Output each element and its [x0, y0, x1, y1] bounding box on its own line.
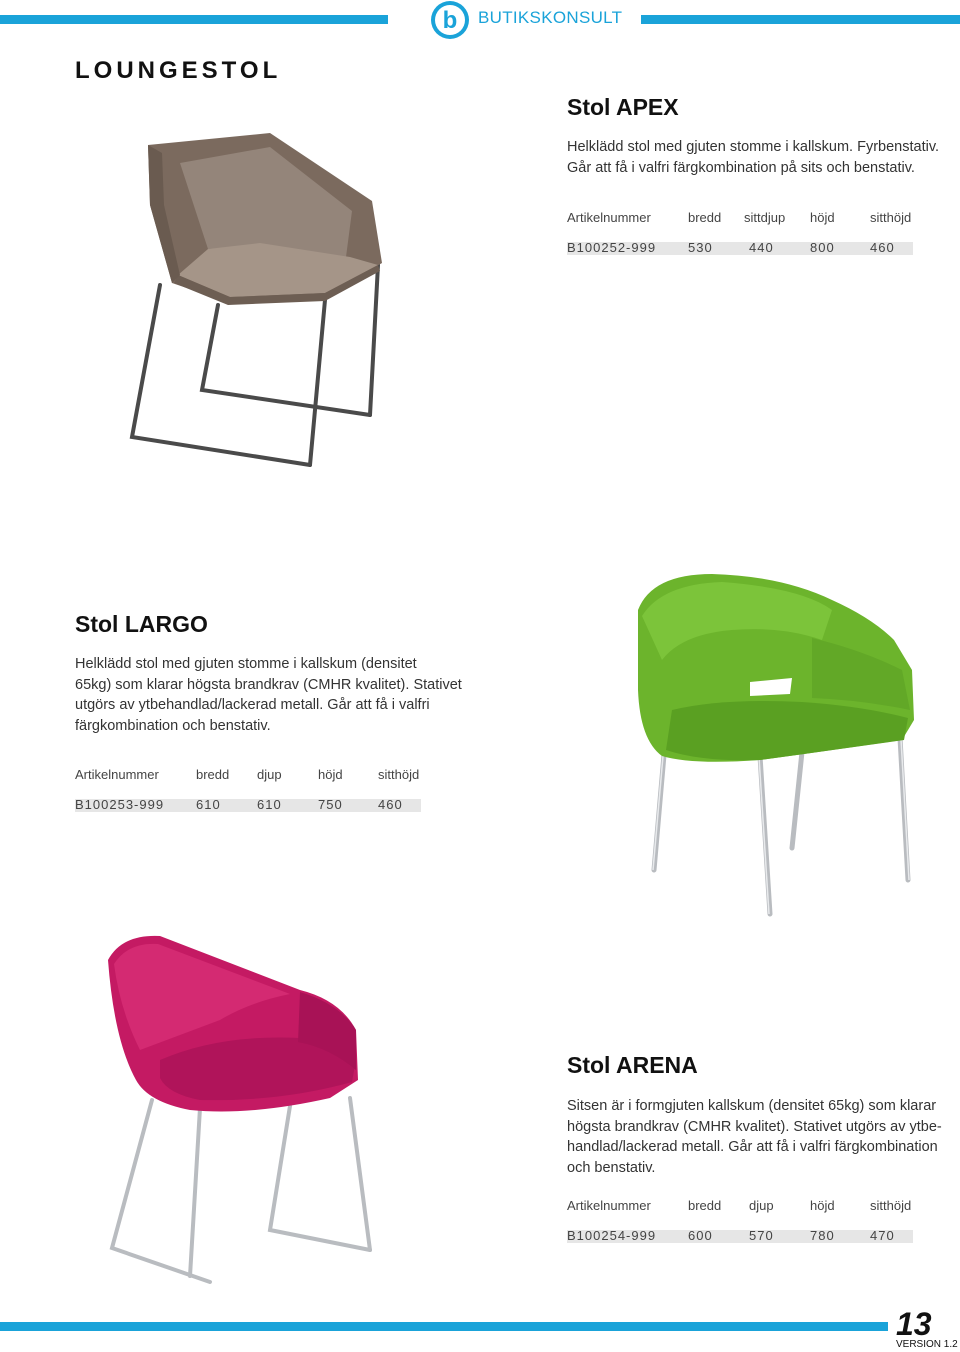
spec-header-row: [75, 767, 421, 787]
spec-header: sitthöjd: [870, 1198, 912, 1213]
spec-value: 610: [257, 797, 282, 812]
green-armchair-image: [632, 570, 922, 920]
spec-value: 470: [870, 1228, 895, 1243]
spec-value: 780: [810, 1228, 835, 1243]
desc-line: Sitsen är i formgjuten kallskum (densitet 65kg) som klarar: [567, 1098, 937, 1114]
brand-name: BUTIKSKONSULT: [478, 8, 623, 27]
spec-header: sitthöjd: [870, 210, 912, 225]
desc-line: färgkombination och benstativ.: [75, 717, 271, 734]
desc-line: handlad/lackerad metall. Går att få i valfri färgkombination: [567, 1139, 938, 1155]
spec-header: Artikelnummer: [75, 767, 159, 782]
product-desc-largo: [75, 654, 505, 736]
spec-value: 530: [688, 240, 713, 255]
desc-line: utgörs av ytbehandlad/lackerad metall. Går att få i valfri: [75, 697, 430, 713]
spec-header-row: [567, 210, 913, 230]
spec-header: bredd: [196, 767, 230, 782]
spec-value-row: [567, 242, 913, 255]
product-desc-apex: [567, 137, 947, 178]
spec-value: 600: [688, 1228, 713, 1243]
spec-value: 800: [810, 240, 835, 255]
magenta-tub-chair-image: [100, 930, 390, 1290]
spec-header: höjd: [810, 1198, 835, 1213]
spec-header: Artikelnummer: [567, 1198, 651, 1213]
header-bar-left: [0, 15, 388, 24]
grey-lounge-chair-image: [120, 125, 400, 485]
spec-table-arena: [567, 1198, 913, 1243]
product-title-apex: Stol APEX: [567, 94, 679, 120]
butikskonsult-logo-icon: [430, 0, 470, 40]
desc-line: högsta brandkrav (CMHR kvalitet). Stativet utgörs av ytbe-: [567, 1118, 942, 1135]
spec-header: höjd: [318, 767, 343, 782]
desc-line: Går att få i valfri färgkombination på sits och benstativ.: [567, 159, 915, 176]
spec-value: 460: [870, 240, 895, 255]
product-title-arena: Stol ARENA: [567, 1052, 698, 1078]
spec-table-largo: [75, 767, 421, 812]
spec-header: djup: [257, 767, 282, 782]
spec-value: B100254-999: [567, 1228, 657, 1243]
header-bar-right: [641, 15, 960, 24]
spec-header-row: [567, 1198, 913, 1218]
desc-line: Helklädd stol med gjuten stomme i kallskum (densitet: [75, 656, 417, 672]
spec-value-row: [75, 799, 421, 812]
spec-header: höjd: [810, 210, 835, 225]
desc-line: och benstativ.: [567, 1159, 656, 1176]
spec-header: bredd: [688, 1198, 722, 1213]
desc-line: 65kg) som klarar högsta brandkrav (CMHR kvalitet). Stativet: [75, 676, 462, 693]
spec-header: djup: [749, 1198, 774, 1213]
spec-table-apex: [567, 210, 913, 255]
product-desc-arena: [567, 1096, 957, 1178]
spec-header: sittdjup: [744, 210, 786, 225]
spec-value: 570: [749, 1228, 774, 1243]
spec-value: 610: [196, 797, 221, 812]
spec-header: Artikelnummer: [567, 210, 651, 225]
spec-value: 440: [749, 240, 774, 255]
desc-line: Helklädd stol med gjuten stomme i kallskum. Fyrbenstativ.: [567, 139, 940, 155]
footer-bar: [0, 1322, 888, 1331]
spec-header: sitthöjd: [378, 767, 420, 782]
logo-letter: b: [442, 7, 458, 34]
spec-value: 460: [378, 797, 403, 812]
spec-value-row: [567, 1230, 913, 1243]
spec-value: B100252-999: [567, 240, 657, 255]
spec-value: B100253-999: [75, 797, 165, 812]
page-number: 13: [896, 1306, 932, 1342]
product-title-largo: Stol LARGO: [75, 611, 208, 637]
spec-header: bredd: [688, 210, 722, 225]
version-label: VERSION 1.2: [896, 1339, 958, 1350]
section-title: LOUNGESTOL: [75, 57, 282, 84]
spec-value: 750: [318, 797, 343, 812]
